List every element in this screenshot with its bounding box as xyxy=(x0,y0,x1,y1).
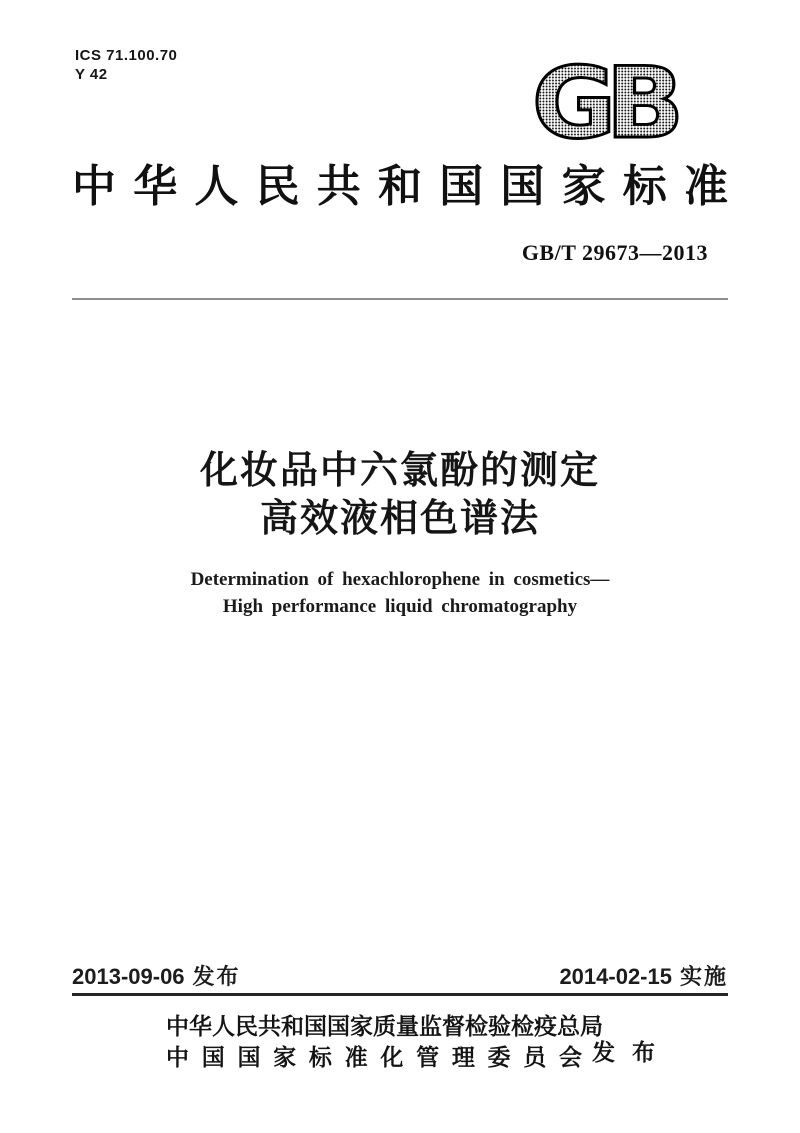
publisher-line2: 中国国家标准化管理委员会 xyxy=(166,1045,582,1070)
title-zh-line1: 化妆品中六氯酚的测定 xyxy=(199,450,600,492)
date-row xyxy=(72,964,728,990)
issue-date-block xyxy=(72,964,241,990)
implement-label: 实施 xyxy=(679,964,728,989)
release-label: 发布 xyxy=(592,1040,672,1065)
header-rule xyxy=(72,298,728,300)
footer-rule xyxy=(72,993,728,996)
implement-date-block xyxy=(559,964,728,990)
gb-logo xyxy=(523,58,683,142)
standard-number: GB/T 29673—2013 xyxy=(521,240,708,265)
title-en-line2: High performance liquid chromatography xyxy=(222,596,578,617)
title-english xyxy=(0,566,800,620)
ics-code: ICS 71.100.70 xyxy=(75,47,178,64)
issue-label: 发布 xyxy=(192,964,241,989)
gb-logo-text: GB xyxy=(531,58,674,142)
ics-block xyxy=(75,46,177,84)
issue-date: 2013-09-06 xyxy=(72,964,185,989)
title-chinese xyxy=(0,447,800,543)
national-standard-heading: 中华人民共和国国家标准 xyxy=(72,162,728,211)
classification-code: Y 42 xyxy=(75,66,108,83)
gb-logo-graphic xyxy=(523,58,683,142)
implement-date: 2014-02-15 xyxy=(559,964,672,989)
publisher-line1: 中华人民共和国国家质量监督检验检疫总局 xyxy=(166,1014,603,1039)
title-en-line1: Determination of hexachlorophene in cosmetics— xyxy=(190,569,610,590)
publisher-block xyxy=(166,1011,603,1073)
title-zh-line2: 高效液相色谱法 xyxy=(259,498,540,540)
